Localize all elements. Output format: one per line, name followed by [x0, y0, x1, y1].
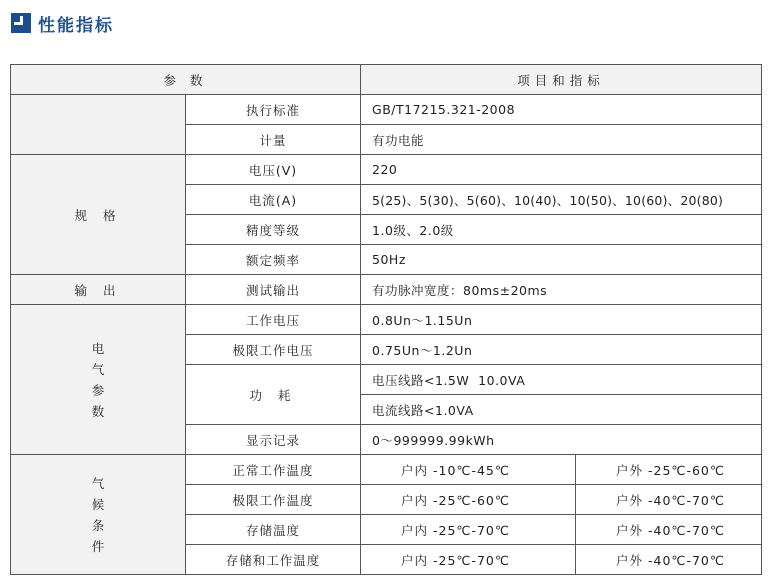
header-spec: 项目和指标 — [361, 65, 762, 95]
table-row — [11, 305, 762, 335]
outdoor-cell: 户外 -40℃-70℃ — [576, 515, 762, 545]
group-spec: 规 格 — [11, 155, 186, 275]
indoor-cell: 户内 -25℃-70℃ — [361, 515, 576, 545]
param-cell: 显示记录 — [186, 425, 361, 455]
param-cell: 额定频率 — [186, 245, 361, 275]
param-cell: 存储温度 — [186, 515, 361, 545]
value-cell: 0.75Un～1.2Un — [361, 335, 762, 365]
value-cell: 50Hz — [361, 245, 762, 275]
outdoor-cell: 户外 -25℃-60℃ — [576, 455, 762, 485]
param-cell: 正常工作温度 — [186, 455, 361, 485]
value-cell: 有功脉冲宽度：80ms±20ms — [361, 275, 762, 305]
outdoor-cell: 户外 -40℃-70℃ — [576, 485, 762, 515]
group-climate-char: 气 — [91, 475, 105, 491]
param-cell: 执行标准 — [186, 95, 361, 125]
group-electrical-char: 数 — [91, 403, 105, 419]
square-bracket-icon — [11, 13, 31, 33]
value-cell: 0～999999.99kWh — [361, 425, 762, 455]
group-electrical — [11, 305, 186, 455]
group-electrical-char: 电 — [91, 340, 105, 356]
group-electrical-char: 参 — [91, 382, 105, 398]
group-climate-char: 条 — [91, 517, 105, 533]
group-climate-char: 候 — [91, 496, 105, 512]
param-cell: 存储和工作温度 — [186, 545, 361, 575]
section-title — [11, 10, 114, 36]
indoor-cell: 户内 -25℃-60℃ — [361, 485, 576, 515]
value-cell: 电流线路<1.0VA — [361, 395, 762, 425]
param-cell: 功 耗 — [186, 365, 361, 425]
group-climate — [11, 455, 186, 575]
indoor-cell: 户内 -25℃-70℃ — [361, 545, 576, 575]
param-cell: 精度等级 — [186, 215, 361, 245]
value-cell: GB/T17215.321-2008 — [361, 95, 762, 125]
section-title-text: 性能指标 — [38, 15, 114, 36]
table-row — [11, 275, 762, 305]
value-cell: 5(25)、5(30)、5(60)、10(40)、10(50)、10(60)、20(80) — [361, 185, 762, 215]
value-cell: 电压线路<1.5W 10.0VA — [361, 365, 762, 395]
param-cell: 电流(A) — [186, 185, 361, 215]
param-cell: 测试输出 — [186, 275, 361, 305]
param-cell: 工作电压 — [186, 305, 361, 335]
indoor-cell: 户内 -10℃-45℃ — [361, 455, 576, 485]
table-header-row — [11, 65, 762, 95]
param-cell: 极限工作温度 — [186, 485, 361, 515]
value-cell: 0.8Un～1.15Un — [361, 305, 762, 335]
group-blank — [11, 95, 186, 155]
value-cell: 有功电能 — [361, 125, 762, 155]
table-row — [11, 155, 762, 185]
group-climate-char: 件 — [91, 538, 105, 554]
spec-table — [10, 64, 762, 575]
value-cell: 1.0级、2.0级 — [361, 215, 762, 245]
outdoor-cell: 户外 -40℃-70℃ — [576, 545, 762, 575]
header-param: 参 数 — [11, 65, 361, 95]
group-electrical-char: 气 — [91, 361, 105, 377]
param-cell: 电压(V) — [186, 155, 361, 185]
table-row — [11, 95, 762, 125]
value-cell: 220 — [361, 155, 762, 185]
table-row — [11, 455, 762, 485]
param-cell: 极限工作电压 — [186, 335, 361, 365]
param-cell: 计量 — [186, 125, 361, 155]
group-output: 输 出 — [11, 275, 186, 305]
